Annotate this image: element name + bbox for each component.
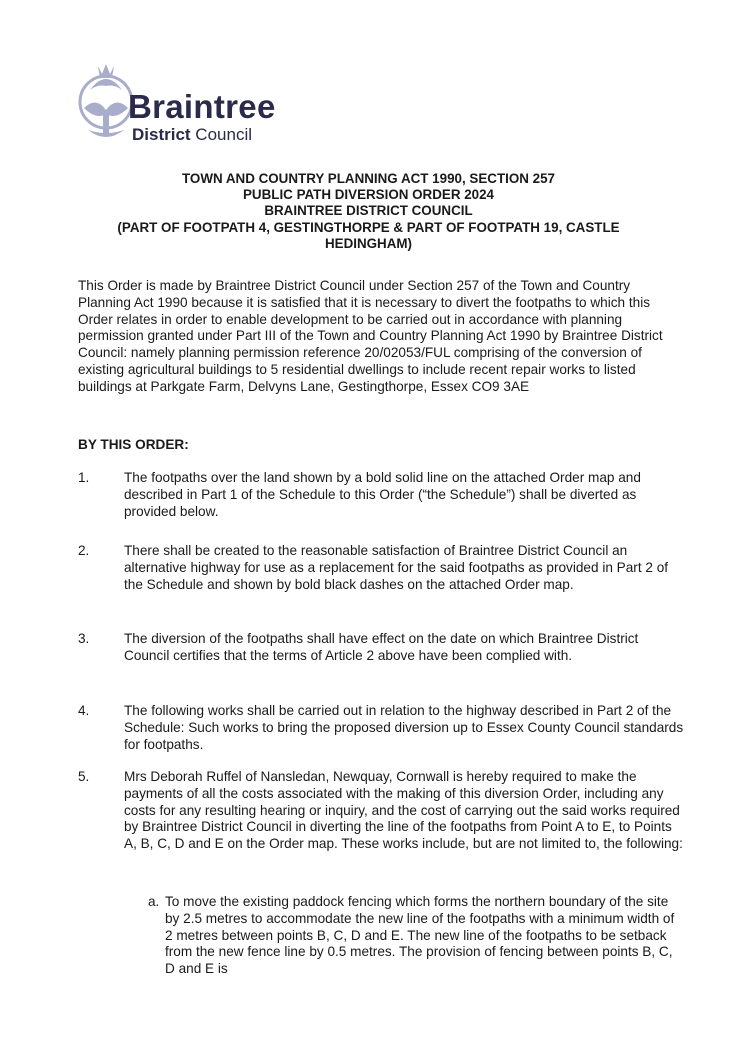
item-number: 4.: [78, 703, 90, 718]
logo-subtitle: District Council: [132, 125, 252, 144]
title-line-3: BRAINTREE DISTRICT COUNCIL: [264, 203, 473, 219]
item-text: The following works shall be carried out in relation to the highway described in Part 2 of the Schedule: Such works to bring the proposed diversion up to Essex County Council standards for footpaths.: [124, 703, 684, 752]
section-heading: BY THIS ORDER:: [78, 437, 189, 452]
logo-wordmark: Braintree: [128, 88, 276, 125]
item-number: 1.: [78, 470, 90, 485]
crest-icon: [76, 60, 136, 152]
title-line-1: TOWN AND COUNTRY PLANNING ACT 1990, SECTION 257: [181, 171, 555, 186]
item-text: There shall be created to the reasonable satisfaction of Braintree District Council an alternative highway for use as a replacement for the said footpaths as provided in Part 2 of the Schedule and shown by bold black dashes on the attached Order map.: [124, 543, 669, 592]
item-text: The footpaths over the land shown by a bold solid line on the attached Order map and described in Part 1 of the Schedule to this Order (“the Schedule”) shall be diverted as provided below.: [124, 470, 641, 519]
item-text: Mrs Deborah Ruffel of Nansledan, Newquay, Cornwall is hereby required to make the payments of all the costs associated with the making of this diversion Order, including any costs for any resulting hearing or inquiry, and the cost of carrying out the said works required by Braintree District Council in diverting the line of the footpaths from Point A to E, to Points A, B, C, D and E on the Order map. These works include, but are not limited to, the following:: [124, 769, 683, 852]
document-title: [76, 171, 661, 252]
subitem-text: To move the existing paddock fencing which forms the northern boundary of the site by 2.5 metres to accommodate the new line of the footpaths with a minimum width of 2 metres between points B, C, D and E. The new line of the footpaths to be setback from the new fence line by 0.5 metres. The provision of fencing between points B, C, D and E is: [165, 894, 675, 977]
title-line-4: (PART OF FOOTPATH 4, GESTINGTHORPE & PART OF FOOTPATH 19, CASTLE HEDINGHAM): [117, 219, 620, 251]
item-number: 2.: [78, 543, 90, 558]
item-number: 3.: [78, 631, 90, 646]
intro-paragraph: This Order is made by Braintree District Council under Section 257 of the Town and Country Planning Act 1990 because it is satisfied that it is necessary to divert the footpaths to which this Order relates in order to enable development to be carried out in accordance with planning permission granted under Part III of the Town and Country Planning Act 1990 by Braintree District Council: namely planning permission reference 20/02053/FUL comprising of the conversion of existing agricultural buildings to 5 residential dwellings to include recent repair works to listed buildings at Parkgate Farm, Delvyns Lane, Gestingthorpe, Essex CO9 3AE: [78, 278, 663, 394]
subitem-letter: a.: [148, 894, 160, 909]
council-logo: [76, 60, 306, 152]
item-number: 5.: [78, 769, 90, 784]
item-text: The diversion of the footpaths shall have effect on the date on which Braintree District Council certifies that the terms of Article 2 above have been complied with.: [124, 631, 639, 663]
title-line-2: PUBLIC PATH DIVERSION ORDER 2024: [243, 187, 494, 203]
